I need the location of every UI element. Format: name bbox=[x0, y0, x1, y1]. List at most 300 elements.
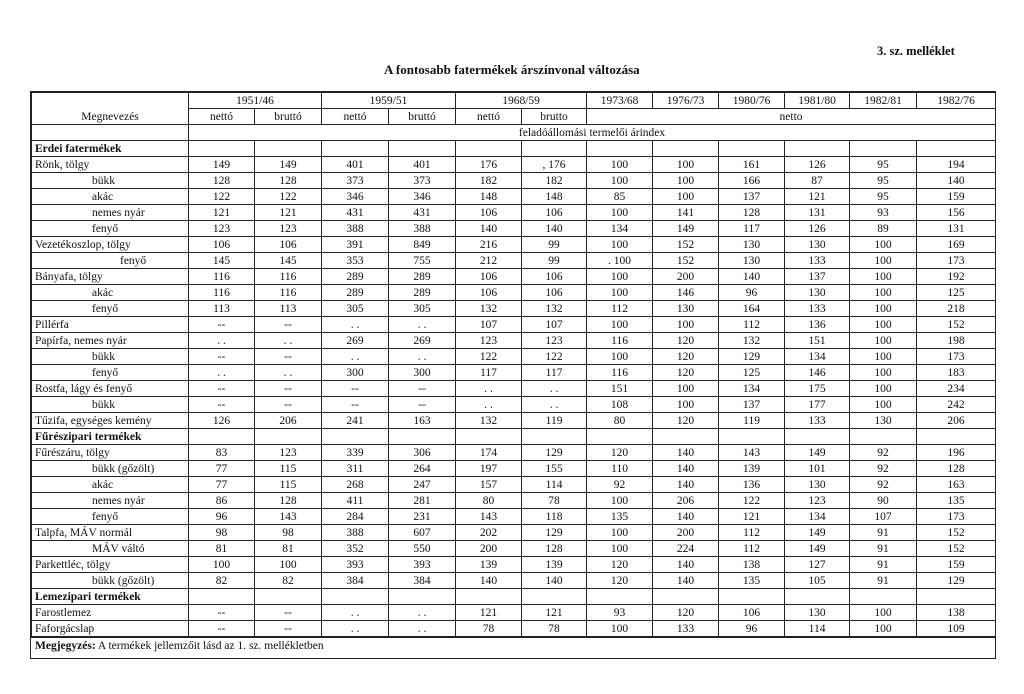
table-cell: 123 bbox=[522, 333, 587, 349]
table-cell: 388 bbox=[322, 221, 389, 237]
table-cell: 149 bbox=[785, 541, 850, 557]
table-cell bbox=[456, 589, 522, 605]
table-row bbox=[32, 221, 996, 237]
table-cell: 152 bbox=[653, 237, 719, 253]
table-cell: 116 bbox=[587, 333, 653, 349]
table-cell: . . bbox=[322, 621, 389, 637]
table-cell bbox=[587, 429, 653, 445]
table-cell: 143 bbox=[456, 509, 522, 525]
table-cell bbox=[389, 589, 456, 605]
table-cell: . . bbox=[389, 621, 456, 637]
table-cell: 116 bbox=[255, 269, 322, 285]
table-cell: 108 bbox=[587, 397, 653, 413]
table-row bbox=[32, 525, 996, 541]
table-cell: 206 bbox=[255, 413, 322, 429]
table-cell: 78 bbox=[456, 621, 522, 637]
table-cell bbox=[917, 429, 996, 445]
table-cell: 129 bbox=[719, 349, 785, 365]
table-cell: 146 bbox=[785, 365, 850, 381]
table-cell: 100 bbox=[587, 317, 653, 333]
table-cell: 100 bbox=[653, 173, 719, 189]
table-row bbox=[32, 621, 996, 637]
header-period-1968-59: 1968/59 bbox=[456, 93, 587, 109]
header-period-1976-73: 1976/73 bbox=[653, 93, 719, 109]
table-cell: 135 bbox=[917, 493, 996, 509]
row-label: nemes nyár bbox=[32, 493, 189, 509]
table-cell: 149 bbox=[653, 221, 719, 237]
table-row bbox=[32, 413, 996, 429]
table-cell: 140 bbox=[719, 269, 785, 285]
table-cell: 134 bbox=[719, 381, 785, 397]
header-name-col: Megnevezés bbox=[32, 93, 189, 125]
table-cell: 152 bbox=[917, 525, 996, 541]
table-cell: -- bbox=[255, 621, 322, 637]
table-row bbox=[32, 557, 996, 573]
table-cell: 117 bbox=[719, 221, 785, 237]
table-cell: 431 bbox=[322, 205, 389, 221]
table-cell: 93 bbox=[850, 205, 917, 221]
table-cell: 140 bbox=[522, 573, 587, 589]
table-cell: -- bbox=[255, 381, 322, 397]
footnote-text: A termékek jellemzőit lásd az 1. sz. mellékletben bbox=[95, 640, 324, 652]
table-cell: 106 bbox=[522, 205, 587, 221]
table-cell: 132 bbox=[456, 413, 522, 429]
table-cell: 100 bbox=[850, 397, 917, 413]
table-cell: 82 bbox=[255, 573, 322, 589]
table-cell bbox=[917, 141, 996, 157]
row-label: Vezetékoszlop, tölgy bbox=[32, 237, 189, 253]
table-cell: 166 bbox=[719, 173, 785, 189]
table-cell: 121 bbox=[255, 205, 322, 221]
table-cell: 89 bbox=[850, 221, 917, 237]
header-period-1973-68: 1973/68 bbox=[587, 93, 653, 109]
table-cell: 106 bbox=[255, 237, 322, 253]
table-row bbox=[32, 493, 996, 509]
table-cell: 206 bbox=[917, 413, 996, 429]
table-cell bbox=[850, 141, 917, 157]
table-cell: 120 bbox=[653, 333, 719, 349]
row-label: bükk bbox=[32, 349, 189, 365]
header-period-1959-51: 1959/51 bbox=[322, 93, 456, 109]
table-cell: 100 bbox=[850, 333, 917, 349]
table-cell: 176 bbox=[456, 157, 522, 173]
table-row bbox=[32, 541, 996, 557]
table-cell: 85 bbox=[587, 189, 653, 205]
table-cell: 125 bbox=[917, 285, 996, 301]
table-row bbox=[32, 317, 996, 333]
table-cell: , 176 bbox=[522, 157, 587, 173]
row-label: Bányafa, tölgy bbox=[32, 269, 189, 285]
header-period-1981-80: 1981/80 bbox=[785, 93, 850, 109]
table-cell: 346 bbox=[322, 189, 389, 205]
table-cell: -- bbox=[255, 605, 322, 621]
table-cell: 139 bbox=[456, 557, 522, 573]
table-cell: 77 bbox=[189, 477, 255, 493]
table-cell: 133 bbox=[785, 413, 850, 429]
table-cell: 100 bbox=[587, 205, 653, 221]
table-cell: 137 bbox=[719, 397, 785, 413]
table-cell: 163 bbox=[389, 413, 456, 429]
table-cell: 115 bbox=[255, 477, 322, 493]
table-cell: . . bbox=[255, 365, 322, 381]
row-label: fenyő bbox=[32, 221, 189, 237]
table-cell: 130 bbox=[785, 605, 850, 621]
table-cell: 194 bbox=[917, 157, 996, 173]
table-cell: 231 bbox=[389, 509, 456, 525]
table-cell bbox=[653, 589, 719, 605]
table-cell: 305 bbox=[322, 301, 389, 317]
table-row bbox=[32, 365, 996, 381]
table-cell: 393 bbox=[389, 557, 456, 573]
section-heading: Fűrészipari termékek bbox=[32, 429, 189, 445]
section-heading: Erdei fatermékek bbox=[32, 141, 189, 157]
table-cell: 352 bbox=[322, 541, 389, 557]
table-cell: 121 bbox=[189, 205, 255, 221]
table-row bbox=[32, 397, 996, 413]
table-cell: 100 bbox=[587, 493, 653, 509]
table-cell: 114 bbox=[785, 621, 850, 637]
table-cell bbox=[587, 141, 653, 157]
table-cell: 131 bbox=[917, 221, 996, 237]
table-cell: 169 bbox=[917, 237, 996, 253]
table-cell: 100 bbox=[850, 253, 917, 269]
table-cell: 122 bbox=[456, 349, 522, 365]
table-cell bbox=[653, 429, 719, 445]
table-cell: . 100 bbox=[587, 253, 653, 269]
table-cell: 401 bbox=[389, 157, 456, 173]
table-cell bbox=[719, 589, 785, 605]
table-cell: 128 bbox=[255, 173, 322, 189]
table-cell: 119 bbox=[522, 413, 587, 429]
table-cell: 116 bbox=[189, 285, 255, 301]
table-cell bbox=[456, 141, 522, 157]
table-cell: 202 bbox=[456, 525, 522, 541]
table-cell: 755 bbox=[389, 253, 456, 269]
table-cell: 91 bbox=[850, 525, 917, 541]
row-label: Tűzifa, egységes kemény bbox=[32, 413, 189, 429]
table-cell: 173 bbox=[917, 509, 996, 525]
table-cell: 212 bbox=[456, 253, 522, 269]
table-cell: 91 bbox=[850, 557, 917, 573]
table-row bbox=[32, 573, 996, 589]
header-index-note: feladóállomási termelői árindex bbox=[189, 125, 996, 141]
table-cell: 100 bbox=[189, 557, 255, 573]
table-cell: 550 bbox=[389, 541, 456, 557]
row-label: akác bbox=[32, 477, 189, 493]
table-cell: 100 bbox=[850, 317, 917, 333]
table-cell: -- bbox=[255, 349, 322, 365]
table-cell: 133 bbox=[785, 253, 850, 269]
table-cell: 106 bbox=[522, 269, 587, 285]
table-cell: 218 bbox=[917, 301, 996, 317]
table-cell: 388 bbox=[322, 525, 389, 541]
table-cell: 92 bbox=[850, 445, 917, 461]
table-cell: 128 bbox=[255, 493, 322, 509]
table-cell: -- bbox=[189, 381, 255, 397]
row-label: nemes nyár bbox=[32, 205, 189, 221]
table-cell: 100 bbox=[850, 349, 917, 365]
row-label: Pillérfa bbox=[32, 317, 189, 333]
table-cell: 112 bbox=[719, 317, 785, 333]
table-cell: 146 bbox=[653, 285, 719, 301]
table-cell: 112 bbox=[587, 301, 653, 317]
table-cell: 98 bbox=[189, 525, 255, 541]
table-cell: 126 bbox=[189, 413, 255, 429]
table-cell: 133 bbox=[653, 621, 719, 637]
table-cell: 164 bbox=[719, 301, 785, 317]
table-cell: . . bbox=[322, 605, 389, 621]
table-cell: 305 bbox=[389, 301, 456, 317]
table-cell: 200 bbox=[653, 525, 719, 541]
table-row bbox=[32, 381, 996, 397]
table-row bbox=[32, 477, 996, 493]
table-cell: 148 bbox=[456, 189, 522, 205]
table-cell: 105 bbox=[785, 573, 850, 589]
table-cell: 384 bbox=[389, 573, 456, 589]
table-cell: . . bbox=[389, 605, 456, 621]
table-cell bbox=[322, 589, 389, 605]
table-cell: 100 bbox=[850, 237, 917, 253]
table-cell: 152 bbox=[917, 541, 996, 557]
table-cell: 159 bbox=[917, 557, 996, 573]
table-cell: 198 bbox=[917, 333, 996, 349]
table-cell: 132 bbox=[522, 301, 587, 317]
table-cell: 100 bbox=[850, 365, 917, 381]
table-cell: 138 bbox=[917, 605, 996, 621]
table-cell: 112 bbox=[719, 541, 785, 557]
table-cell: 183 bbox=[917, 365, 996, 381]
table-cell: 152 bbox=[653, 253, 719, 269]
table-cell: 128 bbox=[719, 205, 785, 221]
header-row-periods bbox=[32, 93, 996, 109]
table-cell: 134 bbox=[785, 509, 850, 525]
row-label: bükk (gőzölt) bbox=[32, 461, 189, 477]
table-cell: 110 bbox=[587, 461, 653, 477]
table-cell: 122 bbox=[255, 189, 322, 205]
table-cell: 137 bbox=[719, 189, 785, 205]
table-cell: -- bbox=[255, 397, 322, 413]
table-cell: 122 bbox=[522, 349, 587, 365]
table-cell: 120 bbox=[653, 413, 719, 429]
table-cell: 100 bbox=[587, 525, 653, 541]
table-cell: 141 bbox=[653, 205, 719, 221]
table-cell bbox=[785, 589, 850, 605]
header-brutto: brutto bbox=[522, 109, 587, 125]
table-cell: 113 bbox=[189, 301, 255, 317]
table-cell: 241 bbox=[322, 413, 389, 429]
table-cell: 100 bbox=[587, 285, 653, 301]
table-cell: 117 bbox=[456, 365, 522, 381]
table-cell: 268 bbox=[322, 477, 389, 493]
table-cell: 120 bbox=[587, 573, 653, 589]
table-cell: 289 bbox=[389, 285, 456, 301]
table-cell: 120 bbox=[653, 365, 719, 381]
table-row bbox=[32, 301, 996, 317]
table-cell: 77 bbox=[189, 461, 255, 477]
table-cell bbox=[189, 429, 255, 445]
table-cell: 192 bbox=[917, 269, 996, 285]
table-cell: 139 bbox=[522, 557, 587, 573]
table-cell: 281 bbox=[389, 493, 456, 509]
table-cell: 100 bbox=[587, 157, 653, 173]
table-cell: 161 bbox=[719, 157, 785, 173]
table-cell: 99 bbox=[522, 253, 587, 269]
table-cell: 130 bbox=[785, 285, 850, 301]
table-cell: 143 bbox=[719, 445, 785, 461]
table-cell: 100 bbox=[653, 397, 719, 413]
table-row bbox=[32, 333, 996, 349]
table-cell: 140 bbox=[653, 477, 719, 493]
table-cell: 269 bbox=[322, 333, 389, 349]
table-cell: 216 bbox=[456, 237, 522, 253]
table-cell: 117 bbox=[522, 365, 587, 381]
table-cell bbox=[850, 589, 917, 605]
table-cell: 151 bbox=[587, 381, 653, 397]
table-cell: 100 bbox=[653, 381, 719, 397]
section-row bbox=[32, 589, 996, 605]
table-cell: -- bbox=[389, 381, 456, 397]
table-cell: 128 bbox=[917, 461, 996, 477]
table-cell: 115 bbox=[255, 461, 322, 477]
table-cell: 130 bbox=[719, 237, 785, 253]
table-cell: 114 bbox=[522, 477, 587, 493]
table-cell: 80 bbox=[456, 493, 522, 509]
table-cell: 373 bbox=[389, 173, 456, 189]
table-cell: 121 bbox=[785, 189, 850, 205]
header-netto: nettó bbox=[456, 109, 522, 125]
table-cell: 100 bbox=[850, 605, 917, 621]
table-cell: 431 bbox=[389, 205, 456, 221]
table-cell: 384 bbox=[322, 573, 389, 589]
table-cell: -- bbox=[189, 349, 255, 365]
table-cell: 130 bbox=[785, 477, 850, 493]
table-cell: 140 bbox=[522, 221, 587, 237]
table-cell: 607 bbox=[389, 525, 456, 541]
row-label: Fűrészáru, tölgy bbox=[32, 445, 189, 461]
table-cell: 388 bbox=[389, 221, 456, 237]
table-cell: 100 bbox=[850, 301, 917, 317]
table-cell: 849 bbox=[389, 237, 456, 253]
table-cell: 173 bbox=[917, 349, 996, 365]
table-row bbox=[32, 605, 996, 621]
table-cell bbox=[322, 429, 389, 445]
table-row bbox=[32, 349, 996, 365]
table-cell: 100 bbox=[587, 173, 653, 189]
table-cell bbox=[189, 141, 255, 157]
table-cell bbox=[785, 141, 850, 157]
table-cell: 145 bbox=[189, 253, 255, 269]
table-row bbox=[32, 173, 996, 189]
table-cell: 131 bbox=[785, 205, 850, 221]
table-cell: 82 bbox=[189, 573, 255, 589]
table-cell: . . bbox=[255, 333, 322, 349]
table-cell: 106 bbox=[456, 269, 522, 285]
table-cell: 121 bbox=[719, 509, 785, 525]
table-cell: 140 bbox=[653, 557, 719, 573]
table-cell bbox=[255, 589, 322, 605]
table-cell: 159 bbox=[917, 189, 996, 205]
table-cell: 177 bbox=[785, 397, 850, 413]
table-cell: 156 bbox=[917, 205, 996, 221]
table-cell: 121 bbox=[522, 605, 587, 621]
table-cell: 78 bbox=[522, 621, 587, 637]
table-cell: . . bbox=[456, 381, 522, 397]
table-cell: 391 bbox=[322, 237, 389, 253]
price-index-table bbox=[30, 91, 996, 659]
table-cell: 123 bbox=[456, 333, 522, 349]
table-cell: 100 bbox=[850, 621, 917, 637]
table-cell bbox=[255, 141, 322, 157]
table-cell: 100 bbox=[653, 157, 719, 173]
table-cell: 113 bbox=[255, 301, 322, 317]
table-cell: 289 bbox=[389, 269, 456, 285]
table-cell: 174 bbox=[456, 445, 522, 461]
table-cell: 100 bbox=[587, 621, 653, 637]
table-cell: 149 bbox=[785, 525, 850, 541]
header-row-index-note bbox=[32, 125, 996, 141]
table-cell: 127 bbox=[785, 557, 850, 573]
table-cell: 138 bbox=[719, 557, 785, 573]
table-cell: 264 bbox=[389, 461, 456, 477]
table-cell bbox=[785, 429, 850, 445]
table-cell bbox=[522, 589, 587, 605]
table-cell: 401 bbox=[322, 157, 389, 173]
table-cell bbox=[389, 429, 456, 445]
section-row bbox=[32, 141, 996, 157]
table-cell: 289 bbox=[322, 285, 389, 301]
row-label: bükk bbox=[32, 397, 189, 413]
table-cell: 130 bbox=[653, 301, 719, 317]
table-cell: 125 bbox=[719, 365, 785, 381]
row-label: bükk (gőzölt) bbox=[32, 573, 189, 589]
table-cell: 129 bbox=[522, 445, 587, 461]
table-cell: 116 bbox=[255, 285, 322, 301]
table-cell: 107 bbox=[850, 509, 917, 525]
table-cell: 163 bbox=[917, 477, 996, 493]
header-blank bbox=[32, 125, 189, 141]
table-cell: . . bbox=[522, 381, 587, 397]
table-cell: 182 bbox=[456, 173, 522, 189]
table-cell: 116 bbox=[189, 269, 255, 285]
table-cell: 200 bbox=[456, 541, 522, 557]
table-cell: 81 bbox=[189, 541, 255, 557]
table-cell: 100 bbox=[653, 189, 719, 205]
row-label: Rönk, tölgy bbox=[32, 157, 189, 173]
table-cell: 92 bbox=[850, 461, 917, 477]
table-cell: 101 bbox=[785, 461, 850, 477]
table-cell: -- bbox=[189, 317, 255, 333]
table-cell: 107 bbox=[456, 317, 522, 333]
annex-label: 3. sz. melléklet bbox=[877, 44, 955, 58]
table-cell: 128 bbox=[522, 541, 587, 557]
table-cell: -- bbox=[322, 397, 389, 413]
table-cell: 284 bbox=[322, 509, 389, 525]
table-row bbox=[32, 269, 996, 285]
header-netto: nettó bbox=[322, 109, 389, 125]
table-row bbox=[32, 509, 996, 525]
table-cell: 80 bbox=[587, 413, 653, 429]
row-label: fenyő bbox=[32, 509, 189, 525]
table-cell: 87 bbox=[785, 173, 850, 189]
table-cell: 242 bbox=[917, 397, 996, 413]
table-cell: 140 bbox=[917, 173, 996, 189]
table-cell: 206 bbox=[653, 493, 719, 509]
table-cell: 130 bbox=[850, 413, 917, 429]
table-cell: 311 bbox=[322, 461, 389, 477]
table-cell: 100 bbox=[587, 237, 653, 253]
table-cell: 95 bbox=[850, 173, 917, 189]
header-netto: nettó bbox=[189, 109, 255, 125]
